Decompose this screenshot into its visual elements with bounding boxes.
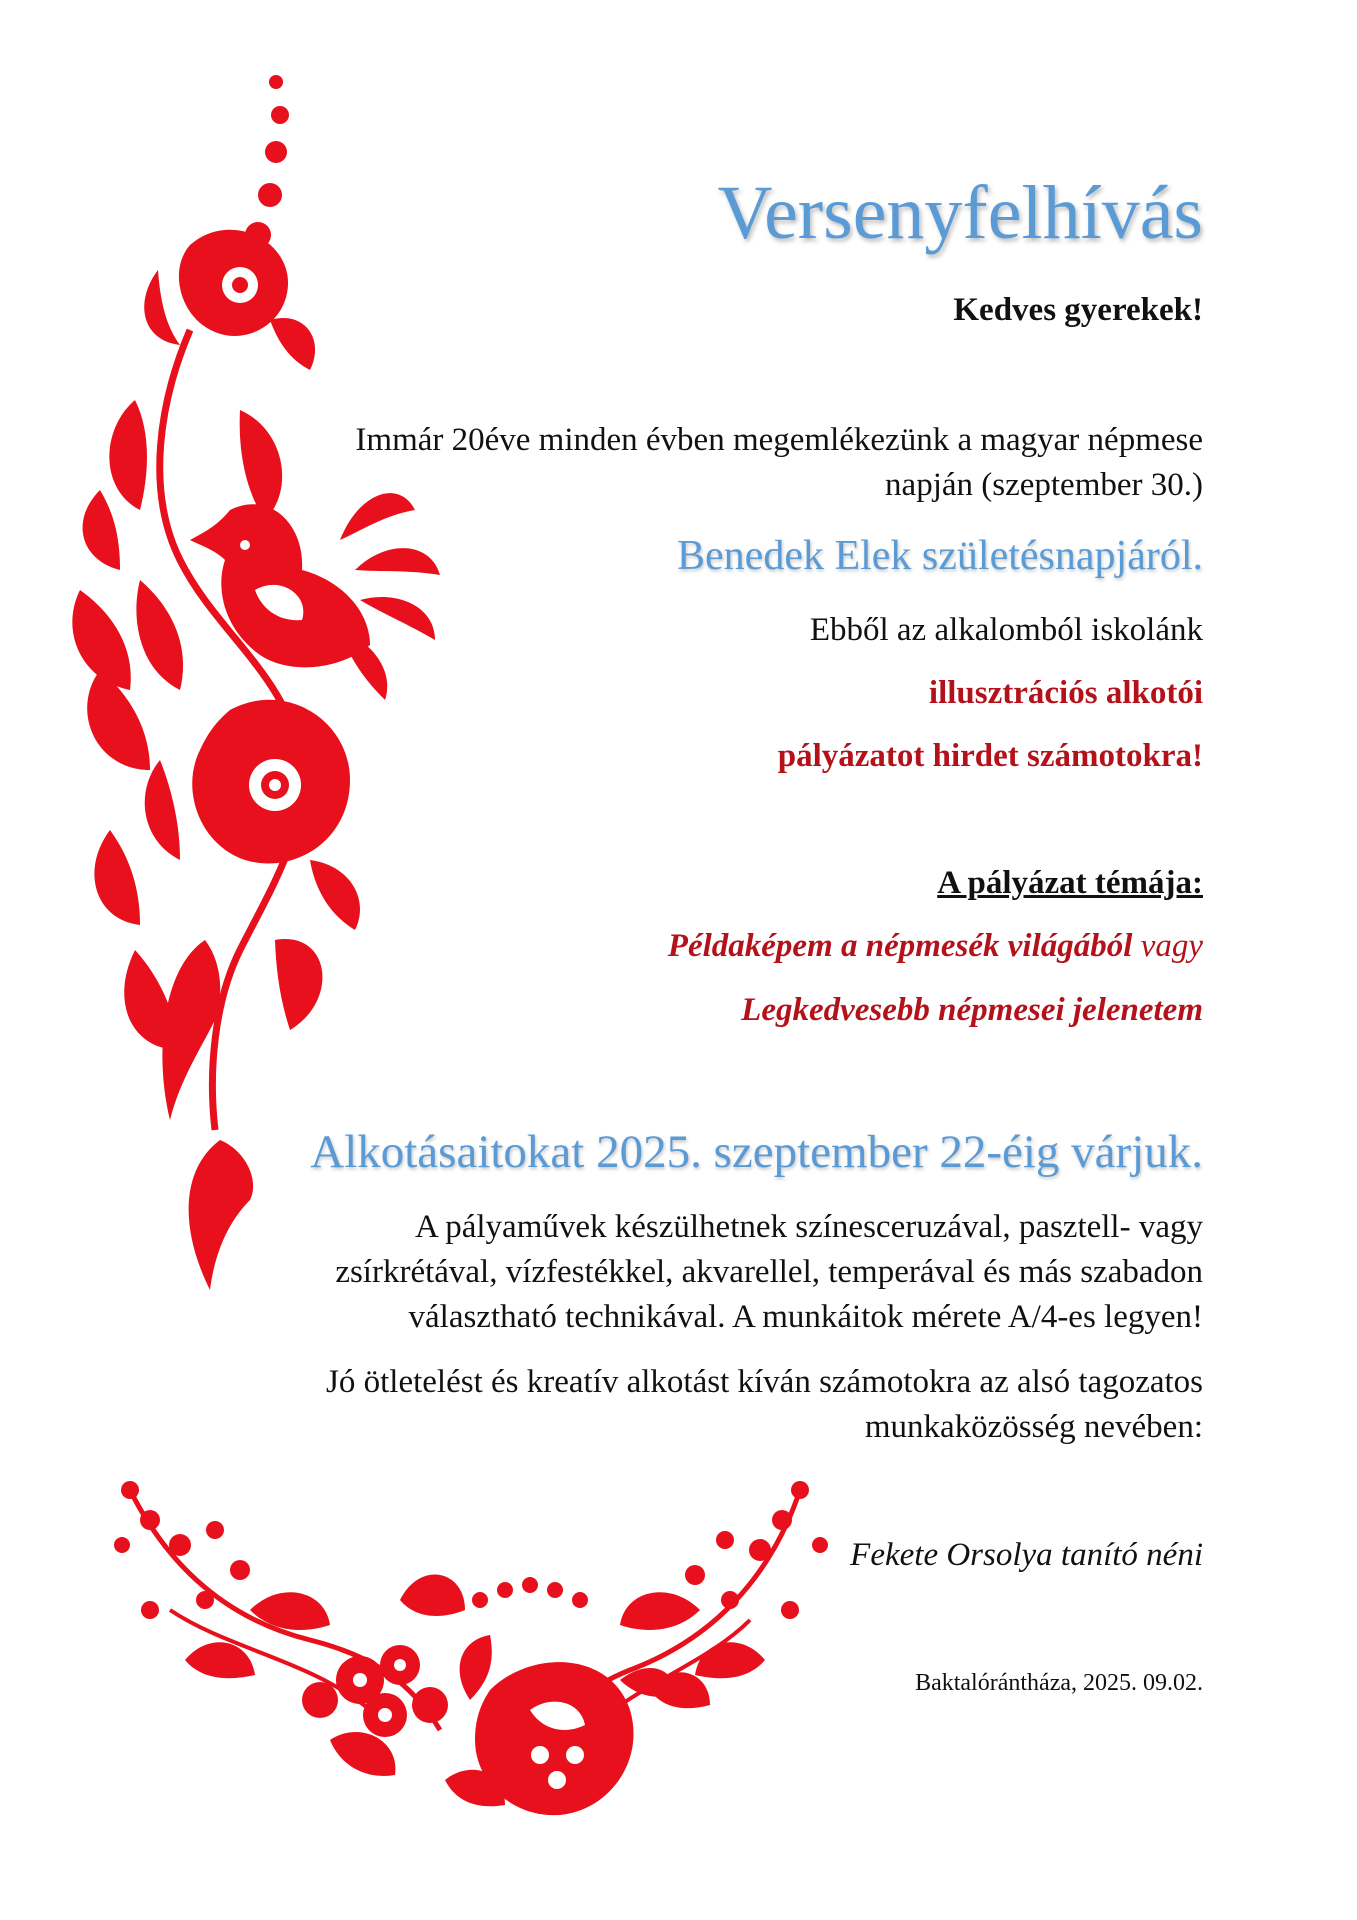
- theme-option-1: Példaképem a népmesék világából: [667, 928, 1133, 964]
- birthday-heading: Benedek Elek születésnapjáról.: [677, 533, 1203, 579]
- wish-paragraph: [326, 1360, 1203, 1450]
- page-title: Versenyfelhívás: [717, 171, 1203, 255]
- wish-line-2: munkaközösség nevében:: [864, 1409, 1203, 1445]
- intro-paragraph: [355, 418, 1203, 508]
- signature: Fekete Orsolya tanító néni: [850, 1537, 1203, 1573]
- intro-line-1: Immár 20éve minden évben megemlékezünk a magyar népmese: [355, 422, 1203, 458]
- deadline-heading: Alkotásaitokat 2025. szeptember 22-éig várjuk.: [310, 1126, 1203, 1178]
- technique-line-3: választható technikával. A munkáitok mérete A/4-es legyen!: [408, 1299, 1203, 1335]
- technique-line-2: zsírkrétával, vízfestékkel, akvarellel, temperával és más szabadon: [335, 1254, 1203, 1290]
- occasion-text: Ebből az alkalomból iskolánk: [809, 612, 1203, 648]
- folk-floral-garland-ornament: [110, 1450, 840, 1840]
- theme-option-2: Legkedvesebb népmesei jelenetem: [741, 992, 1203, 1028]
- theme-heading: A pályázat témája:: [937, 865, 1203, 901]
- theme-or: vagy: [1140, 928, 1203, 964]
- intro-line-2: napján (szeptember 30.): [885, 467, 1203, 503]
- wish-line-1: Jó ötletelést és kreatív alkotást kíván számotokra az alsó tagozatos: [326, 1364, 1203, 1400]
- technique-line-1: A pályaművek készülhetnek színesceruzával, pasztell- vagy: [414, 1209, 1203, 1245]
- theme-option-1-line: [668, 928, 1203, 965]
- greeting: Kedves gyerekek!: [953, 292, 1203, 328]
- call-line-2: pályázatot hirdet számotokra!: [777, 738, 1203, 774]
- call-line-1: illusztrációs alkotói: [928, 675, 1203, 711]
- technique-paragraph: [335, 1205, 1203, 1340]
- place-date: Baktalórántháza, 2025. 09.02.: [915, 1670, 1203, 1696]
